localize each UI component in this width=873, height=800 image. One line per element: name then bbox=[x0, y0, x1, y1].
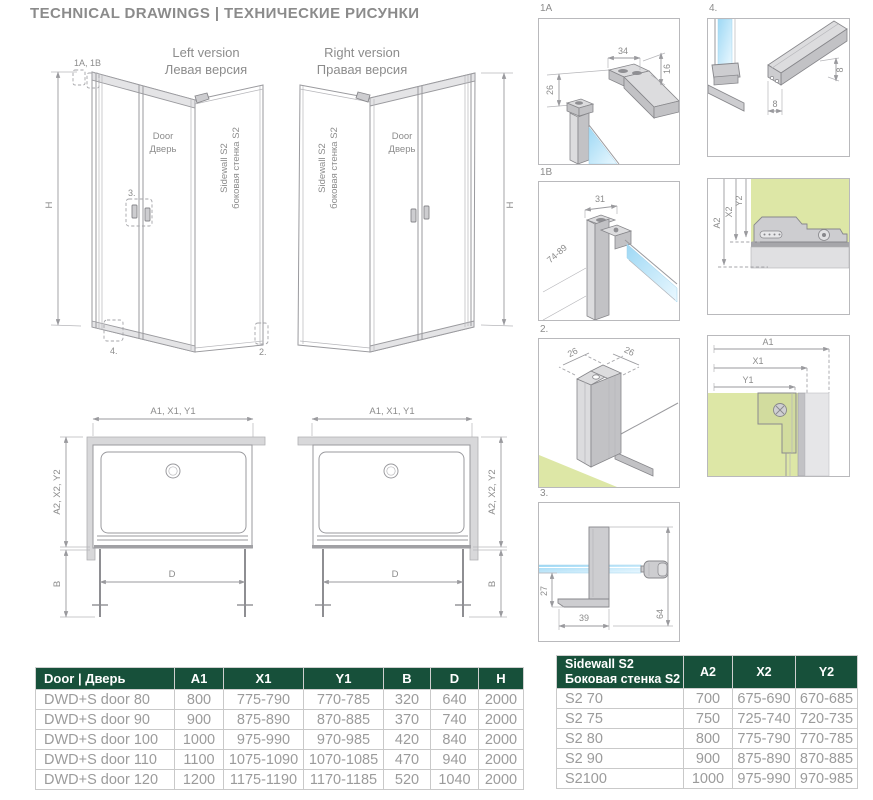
col-sidewall bbox=[557, 656, 684, 689]
dim-label-a1: A1 bbox=[762, 337, 774, 347]
cell: DWD+S door 80 bbox=[36, 690, 175, 710]
profile-strip bbox=[798, 393, 805, 476]
cell: 840 bbox=[431, 730, 479, 750]
detail-1a-drawing bbox=[539, 19, 679, 164]
dim-label-a2x2y2: A2, X2, Y2 bbox=[487, 469, 498, 515]
dim-label-8h: 8 bbox=[835, 67, 845, 73]
table-row bbox=[557, 769, 858, 789]
profile-strip bbox=[751, 242, 849, 247]
cell: S2 70 bbox=[557, 689, 684, 709]
cell: 870-885 bbox=[304, 710, 384, 730]
cell: 970-985 bbox=[304, 730, 384, 750]
glass-with-frame bbox=[708, 19, 744, 111]
cell: 900 bbox=[175, 710, 224, 730]
shower-tray bbox=[93, 445, 253, 548]
cell: DWD+S door 100 bbox=[36, 730, 175, 750]
col-x1: X1 bbox=[224, 668, 304, 690]
cell: DWD+S door 120 bbox=[36, 770, 175, 790]
detail-s2-wall-box bbox=[707, 178, 850, 315]
cell: 2000 bbox=[479, 750, 524, 770]
door-panel bbox=[92, 72, 209, 352]
dim-label-b: B bbox=[52, 580, 63, 588]
detail-3-label: 3. bbox=[540, 488, 549, 499]
panel-strip bbox=[751, 247, 849, 268]
cell: 420 bbox=[384, 730, 431, 750]
dim-label-26-left: 26 bbox=[565, 345, 580, 360]
callout-3: 3. bbox=[128, 188, 136, 198]
dim-label-16: 16 bbox=[662, 63, 672, 75]
right-version-title-en: Right version bbox=[324, 45, 400, 60]
col-h: H bbox=[479, 668, 524, 690]
detail-1b-drawing bbox=[539, 182, 679, 320]
table-row bbox=[36, 710, 524, 730]
threshold-profile bbox=[768, 21, 847, 85]
col-y2: Y2 bbox=[796, 656, 858, 689]
d-dimension bbox=[100, 569, 245, 582]
dim-label-a1x1y1: A1, X1, Y1 bbox=[150, 406, 196, 417]
cell: 940 bbox=[431, 750, 479, 770]
cell: 870-885 bbox=[796, 749, 858, 769]
cell: 1040 bbox=[431, 770, 479, 790]
cell: 875-890 bbox=[224, 710, 304, 730]
table-row bbox=[36, 690, 524, 710]
cell: 800 bbox=[175, 690, 224, 710]
detail-1b-box bbox=[538, 181, 680, 321]
dim-label-74-89: 74-89 bbox=[545, 242, 570, 266]
right-version-drawing bbox=[285, 58, 530, 373]
sidewall-title-ru: Боковая стенка S2 bbox=[565, 672, 681, 686]
cell: 1175-1190 bbox=[224, 770, 304, 790]
sidewall-table bbox=[556, 655, 858, 789]
dim-label-27: 27 bbox=[539, 585, 549, 597]
detail-3-drawing bbox=[539, 503, 679, 641]
table-row bbox=[557, 729, 858, 749]
detail-2-box bbox=[538, 338, 680, 488]
cell: 1100 bbox=[175, 750, 224, 770]
cell: 2000 bbox=[479, 730, 524, 750]
cell: 1070-1085 bbox=[304, 750, 384, 770]
wall-profile bbox=[587, 215, 631, 320]
cell: 800 bbox=[684, 729, 733, 749]
cell: 520 bbox=[384, 770, 431, 790]
dim-label-h: H bbox=[44, 201, 55, 209]
cell: 740 bbox=[431, 710, 479, 730]
glass bbox=[589, 127, 617, 164]
col-x2: X2 bbox=[733, 656, 796, 689]
dim-label-a1x1y1: A1, X1, Y1 bbox=[369, 406, 415, 417]
dim-label-d: D bbox=[168, 569, 176, 580]
cell: 1170-1185 bbox=[304, 770, 384, 790]
col-door: Door | Дверь bbox=[36, 668, 175, 690]
cell: 775-790 bbox=[224, 690, 304, 710]
right-version-title-ru: Правая версия bbox=[316, 62, 408, 77]
door-panel bbox=[356, 73, 475, 352]
door-label-en: Door bbox=[391, 131, 413, 142]
cell: 700 bbox=[684, 689, 733, 709]
cell: 1075-1090 bbox=[224, 750, 304, 770]
sidewall-label-ru: боковая стенка S2 bbox=[329, 127, 340, 209]
door-label-ru: Дверь bbox=[388, 144, 416, 155]
width-dimension bbox=[312, 406, 472, 441]
detail-2-label: 2. bbox=[540, 324, 549, 335]
dim-label-64: 64 bbox=[655, 608, 665, 620]
table-row bbox=[36, 750, 524, 770]
cell: DWD+S door 90 bbox=[36, 710, 175, 730]
wall-profile-post bbox=[567, 99, 619, 164]
dim-label-x2: X2 bbox=[724, 206, 734, 218]
detail-3-box bbox=[538, 502, 680, 642]
left-version-drawing bbox=[35, 58, 280, 373]
detail-door-wall-box bbox=[707, 335, 850, 477]
col-a2: A2 bbox=[684, 656, 733, 689]
glass-edge bbox=[621, 403, 678, 434]
detail-4-box bbox=[707, 18, 850, 157]
sidewall-panel bbox=[195, 85, 263, 352]
h-dimension bbox=[481, 73, 516, 326]
cell: 2000 bbox=[479, 710, 524, 730]
glass-panel bbox=[625, 240, 677, 302]
panel-strip bbox=[805, 393, 829, 476]
cell: 900 bbox=[684, 749, 733, 769]
cell: 775-790 bbox=[733, 729, 796, 749]
dim-label-b: B bbox=[487, 580, 498, 588]
table-row bbox=[36, 770, 524, 790]
page-title: TECHNICAL DRAWINGS | ТЕХНИЧЕСКИЕ РИСУНКИ bbox=[30, 5, 420, 22]
floor-profile bbox=[615, 452, 653, 476]
detail-1a-box bbox=[538, 18, 680, 165]
cell: 770-785 bbox=[796, 729, 858, 749]
detail-1b-label: 1B bbox=[540, 167, 553, 178]
dim-label-y2: Y2 bbox=[734, 195, 744, 207]
detail-4-label: 4. bbox=[709, 3, 718, 14]
detail-door-wall-drawing bbox=[708, 336, 849, 476]
cell: S2 75 bbox=[557, 709, 684, 729]
dim-label-34: 34 bbox=[617, 46, 629, 56]
sidewall-table-header-row bbox=[557, 656, 858, 689]
d-dimension bbox=[323, 569, 463, 582]
cell: 970-985 bbox=[796, 769, 858, 789]
dim-label-8w: 8 bbox=[772, 99, 778, 109]
sidewall-label-ru: боковая стенка S2 bbox=[231, 127, 242, 209]
dim-label-y1: Y1 bbox=[742, 375, 754, 385]
cell: S2 90 bbox=[557, 749, 684, 769]
col-y1: Y1 bbox=[304, 668, 384, 690]
detail-4-drawing bbox=[708, 19, 849, 156]
cell: 750 bbox=[684, 709, 733, 729]
cell: 2000 bbox=[479, 690, 524, 710]
cell: 640 bbox=[431, 690, 479, 710]
cell: 370 bbox=[384, 710, 431, 730]
cell: 1200 bbox=[175, 770, 224, 790]
open-doors bbox=[92, 549, 253, 617]
table-row bbox=[557, 709, 858, 729]
threshold bbox=[94, 545, 253, 548]
threshold bbox=[312, 545, 471, 548]
cell: 975-990 bbox=[733, 769, 796, 789]
detail-1a-label: 1A bbox=[540, 3, 553, 14]
width-dimension bbox=[93, 406, 253, 441]
cell: DWD+S door 110 bbox=[36, 750, 175, 770]
left-version-title-en: Left version bbox=[172, 45, 240, 60]
callout-2: 2. bbox=[259, 347, 267, 357]
table-row bbox=[36, 730, 524, 750]
dim-label-x1: X1 bbox=[752, 356, 764, 366]
dimensions bbox=[714, 337, 829, 393]
dim-label-39: 39 bbox=[578, 613, 590, 623]
door-label-ru: Дверь bbox=[149, 144, 177, 155]
shower-tray bbox=[312, 445, 471, 548]
col-a1: A1 bbox=[175, 668, 224, 690]
cell: 670-685 bbox=[796, 689, 858, 709]
left-version-title-ru: Левая версия bbox=[164, 62, 248, 77]
dim-label-a2x2y2: A2, X2, Y2 bbox=[52, 469, 63, 515]
right-top-view bbox=[285, 390, 530, 635]
callout-4: 4. bbox=[110, 346, 118, 356]
col-b: B bbox=[384, 668, 431, 690]
cell: 1000 bbox=[684, 769, 733, 789]
sidewall-label-en: Sidewall S2 bbox=[317, 143, 328, 193]
cell: 675-690 bbox=[733, 689, 796, 709]
door-label-en: Door bbox=[152, 131, 174, 142]
dim-label-a2: A2 bbox=[712, 217, 722, 229]
h-dimension bbox=[44, 72, 81, 326]
cell: 2000 bbox=[479, 770, 524, 790]
cell: 875-890 bbox=[733, 749, 796, 769]
sidewall-label-en: Sidewall S2 bbox=[219, 143, 230, 193]
dim-label-h: H bbox=[505, 201, 516, 209]
corner-post bbox=[577, 365, 621, 467]
door-table-header-row bbox=[36, 668, 524, 690]
door-table bbox=[35, 667, 524, 790]
cell: S2100 bbox=[557, 769, 684, 789]
detail-s2-wall-drawing bbox=[708, 179, 849, 314]
left-top-view bbox=[35, 390, 280, 635]
dim-label-31: 31 bbox=[594, 194, 606, 204]
detail-2-drawing bbox=[539, 339, 679, 487]
cell: 320 bbox=[384, 690, 431, 710]
cell: 770-785 bbox=[304, 690, 384, 710]
cell: 1000 bbox=[175, 730, 224, 750]
col-d: D bbox=[431, 668, 479, 690]
cell: 720-735 bbox=[796, 709, 858, 729]
cell: 725-740 bbox=[733, 709, 796, 729]
handle-knob bbox=[641, 561, 668, 578]
cell: 470 bbox=[384, 750, 431, 770]
table-row bbox=[557, 689, 858, 709]
open-doors bbox=[315, 549, 471, 617]
dim-label-d: D bbox=[391, 569, 399, 580]
dim-label-26-right: 26 bbox=[622, 344, 637, 358]
cell: S2 80 bbox=[557, 729, 684, 749]
sidewall-title-en: Sidewall S2 bbox=[565, 657, 634, 671]
callout-1a-1b: 1A, 1B bbox=[74, 58, 102, 68]
sidewall-panel bbox=[298, 85, 370, 352]
table-row bbox=[557, 749, 858, 769]
dim-label-26: 26 bbox=[545, 84, 555, 96]
cell: 975-990 bbox=[224, 730, 304, 750]
